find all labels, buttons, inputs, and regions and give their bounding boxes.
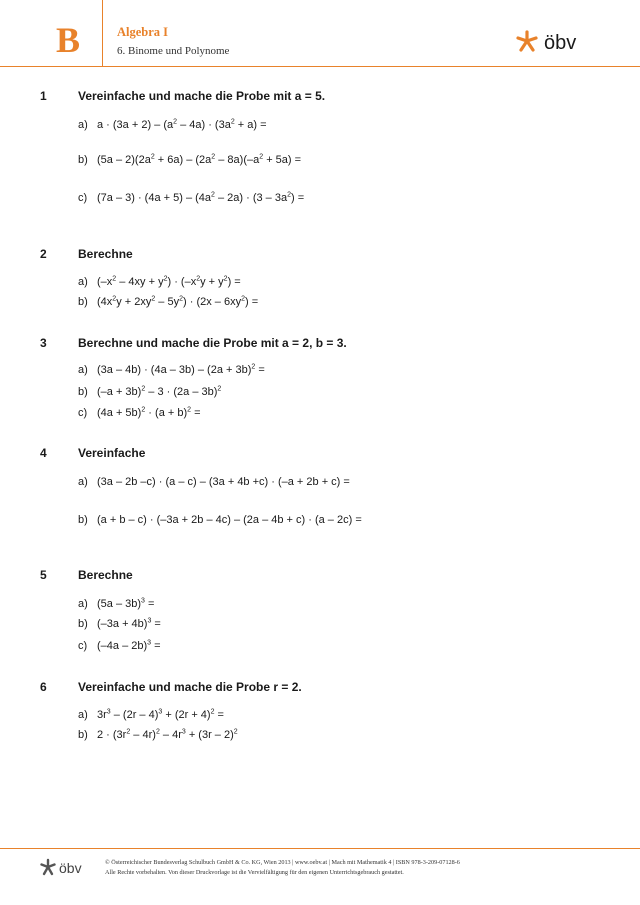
task-number: 2 — [40, 247, 47, 261]
logo-text: öbv — [544, 32, 577, 54]
task-title: Vereinfache und mache die Probe r = 2. — [78, 680, 302, 694]
copyright-line: © Österreichischer Bundesverlag Schulbuch GmbH & Co. KG, Wien 2013 | www.oebv.at | Mach mit Mathematik 4 | ISBN 978-3-209-07128-6 — [105, 859, 460, 866]
task-title: Berechne — [78, 247, 133, 261]
task-title: Vereinfache — [78, 446, 146, 460]
header-rule — [0, 66, 640, 67]
exercise-3b: b) $(-a + 3b)^2 - 3 \cdot (2a - 3b)^2$ — [78, 385, 222, 398]
exercise-6b: b) $2 \cdot (3r^2 - 4r)^2 - 4r^3 + (3r - 2)^2$ — [78, 728, 238, 741]
footer-logo — [40, 857, 90, 877]
exercise-5a: a) (5a – 3b)$^3$ = — [78, 597, 155, 610]
exercise-2b: b) $(4x^2y + 2xy^2 - 5y^2) \cdot (2x - 6xy^2)$ = — [78, 295, 259, 308]
obv-logo — [516, 28, 596, 54]
exercise-4a: a) (3a – 2b –c) · (a – c) – (3a + 4b +c) · (–a + 2b + c) = — [78, 476, 350, 488]
subject-title: Algebra I — [117, 25, 169, 39]
exercise-1c: c) $(7a - 3) \cdot (4a + 5) - (4a^2 - 2a) \cdot (3 - 3a^2)$ = — [78, 191, 305, 204]
task-number: 4 — [40, 446, 47, 460]
task-number: 5 — [40, 568, 47, 582]
exercise-6a: a) $3r^3 - (2r - 4)^3 + (2r + 4)^2$ = — [78, 708, 224, 721]
obv-star-icon — [516, 28, 596, 54]
task-number: 1 — [40, 89, 47, 103]
task-title: Vereinfache und mache die Probe mit a = 5. — [78, 89, 326, 103]
task-title: Berechne — [78, 568, 133, 582]
exercise-3c: c) $(4a + 5b)^2 \cdot (a + b)^2$ = — [78, 406, 201, 419]
exercise-4b: b) (a + b – c) · (–3a + 2b – 4c) – (2a – 4b + c) · (a – 2c) = — [78, 514, 362, 526]
chapter-title: 6. Binome und Polynome — [117, 45, 230, 57]
task-number: 6 — [40, 680, 47, 694]
rights-line: Alle Rechte vorbehalten. Von dieser Druckvorlage ist die Vervielfältigung für den eigenen Unterrichtsgebrauch gestattet. — [105, 869, 404, 876]
task-title: Berechne und mache die Probe mit a = 2, b = 3. — [78, 336, 347, 350]
footer-rule — [0, 848, 640, 849]
header-divider — [102, 0, 103, 66]
section-letter: B — [56, 20, 81, 60]
exercise-1a: a) $a \cdot (3a + 2) - (a^2 - 4a) \cdot (3a^2 + a)$ = — [78, 118, 267, 131]
exercise-5c: c) (–4a – 2b)$^3$ = — [78, 639, 161, 652]
task-number: 3 — [40, 336, 47, 350]
obv-star-icon — [40, 857, 90, 877]
exercise-2a: a) $(-x^2 - 4xy + y^2) \cdot (-x^2y + y^2)$ = — [78, 275, 241, 288]
page-header — [0, 0, 640, 66]
exercise-3a: a) $(3a - 4b) \cdot (4a - 3b) - (2a + 3b)^2$ = — [78, 363, 265, 376]
exercise-5b: b) $(-3a + 4b)^3$ = — [78, 617, 161, 630]
svg-text:öbv: öbv — [59, 860, 82, 876]
exercise-1b: b) $(5a - 2)(2a^2 + 6a) - (2a^2 - 8a)(-a^2 + 5a)$ = — [78, 153, 302, 166]
